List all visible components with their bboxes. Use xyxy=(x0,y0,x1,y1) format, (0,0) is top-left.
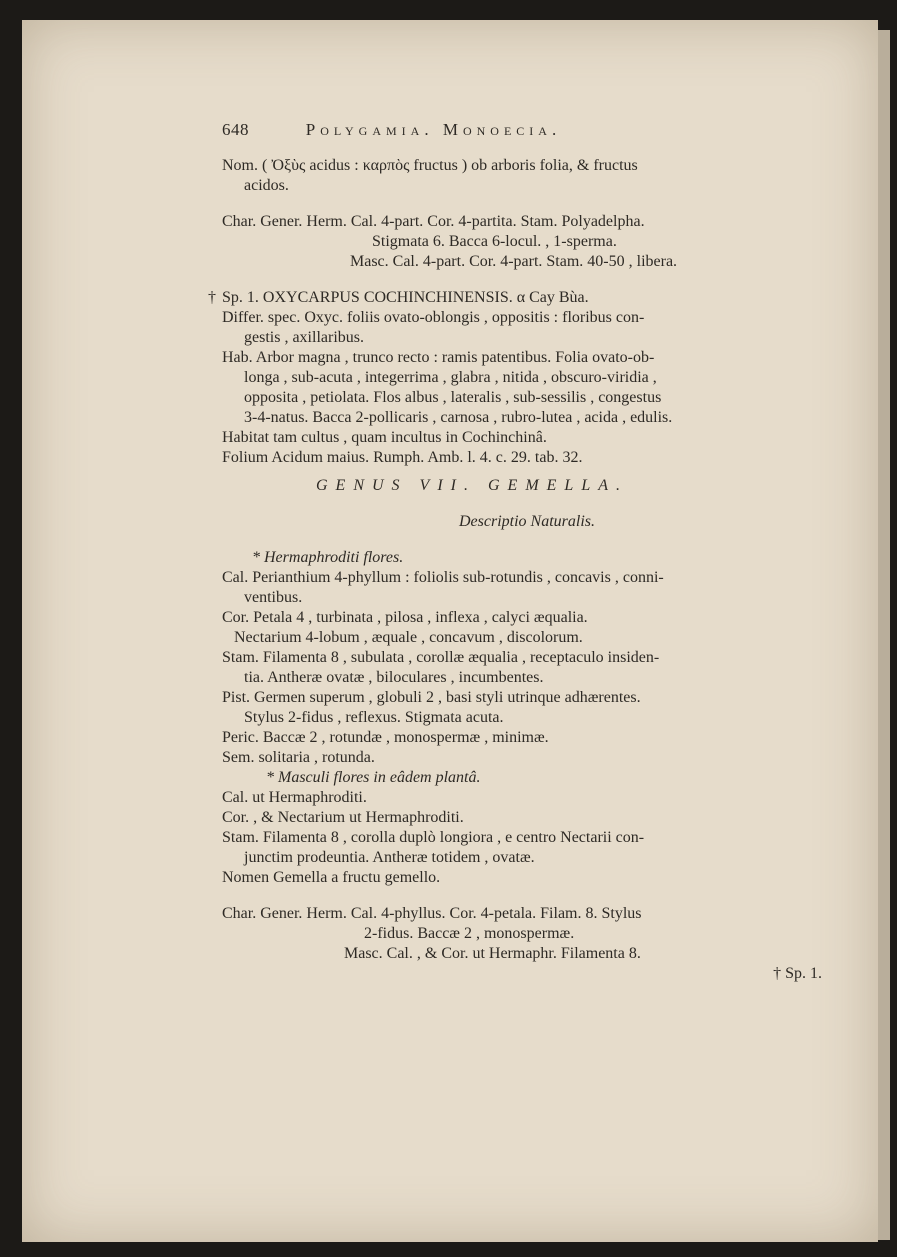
cal-line-1: Cal. Perianthium 4-phyllum : foliolis sub-rotundis , concavis , conni- xyxy=(222,569,664,586)
cor-line: Cor. Petala 4 , turbinata , pilosa , inflexa , calyci æqualia. xyxy=(222,609,588,626)
peric-line: Peric. Baccæ 2 , rotundæ , monospermæ , minimæ. xyxy=(222,729,549,746)
char-gemella-line-1: Char. Gener. Herm. Cal. 4-phyllus. Cor. 4-petala. Filam. 8. Stylus xyxy=(222,905,642,922)
nom-line-1: Nom. ( Ὀξὺς acidus : καρπὸς fructus ) ob arboris folia, & fructus xyxy=(222,157,638,174)
hab-line-2: longa , sub-acuta , integerrima , glabra , nitida , obscuro-viridia , xyxy=(244,369,657,386)
hab-line-1: Hab. Arbor magna , trunco recto : ramis patentibus. Folia ovato-ob- xyxy=(222,349,655,366)
species-line: † Sp. 1. OXYCARPUS COCHINCHINENSIS. α Cay Bùa. xyxy=(208,289,589,306)
genus-heading: GENUS VII. GEMELLA. xyxy=(316,477,628,494)
sem-line: Sem. solitaria , rotunda. xyxy=(222,749,375,766)
running-title: Polygamia. Monoecia. xyxy=(305,120,562,139)
char-gemella-line-2: 2-fidus. Baccæ 2 , monospermæ. xyxy=(364,925,575,942)
page-number: 648 xyxy=(222,120,249,139)
cal-masc-line: Cal. ut Hermaphroditi. xyxy=(222,789,367,806)
dagger-mark: † xyxy=(208,289,216,306)
differ-line-2: gestis , axillaribus. xyxy=(244,329,364,346)
nom-line-2: acidos. xyxy=(244,177,289,194)
hab-line-4: 3-4-natus. Bacca 2-pollicaris , carnosa , rubro-lutea , acida , edulis. xyxy=(244,409,673,426)
running-header xyxy=(222,120,842,140)
stam-masc-line-2: junctim prodeuntia. Antheræ totidem , ovatæ. xyxy=(244,849,535,866)
stam-line-1: Stam. Filamenta 8 , subulata , corollæ æqualia , receptaculo insiden- xyxy=(222,649,660,666)
habitat-line: Habitat tam cultus , quam incultus in Cochinchinâ. xyxy=(222,429,547,446)
char-gemella-line-3: Masc. Cal. , & Cor. ut Hermaphr. Filamenta 8. xyxy=(344,945,641,962)
stam-line-2: tia. Antheræ ovatæ , biloculares , incumbentes. xyxy=(244,669,544,686)
differ-line-1: Differ. spec. Oxyc. foliis ovato-oblongis , oppositis : floribus con- xyxy=(222,309,645,326)
herm-flores-heading: * Hermaphroditi flores. xyxy=(252,549,404,566)
char-line-2: Stigmata 6. Bacca 6-locul. , 1-sperma. xyxy=(372,233,617,250)
pist-line-1: Pist. Germen superum , globuli 2 , basi styli utrinque adhærentes. xyxy=(222,689,641,706)
descriptio-heading: Descriptio Naturalis. xyxy=(458,513,595,530)
stam-masc-line-1: Stam. Filamenta 8 , corolla duplò longiora , e centro Nectarii con- xyxy=(222,829,645,846)
char-line-3: Masc. Cal. 4-part. Cor. 4-part. Stam. 40-50 , libera. xyxy=(350,253,678,270)
char-line-1: Char. Gener. Herm. Cal. 4-part. Cor. 4-partita. Stam. Polyadelpha. xyxy=(222,213,645,230)
folium-line: Folium Acidum maius. Rumph. Amb. l. 4. c. 29. tab. 32. xyxy=(222,449,583,466)
nectarium-line: Nectarium 4-lobum , æquale , concavum , discolorum. xyxy=(234,629,583,646)
facing-page-edge xyxy=(878,30,890,1240)
nomen-line: Nomen Gemella a fructu gemello. xyxy=(222,869,441,886)
cal-line-2: ventibus. xyxy=(244,589,303,606)
masc-flores-heading: * Masculi flores in eâdem plantâ. xyxy=(266,769,481,786)
catchword: † Sp. 1. xyxy=(773,965,822,982)
cor-masc-line: Cor. , & Nectarium ut Hermaphroditi. xyxy=(222,809,464,826)
page-text xyxy=(208,120,842,984)
pist-line-2: Stylus 2-fidus , reflexus. Stigmata acuta. xyxy=(244,709,504,726)
hab-line-3: opposita , petiolata. Flos albus , lateralis , sub-sessilis , congestus xyxy=(244,389,662,406)
